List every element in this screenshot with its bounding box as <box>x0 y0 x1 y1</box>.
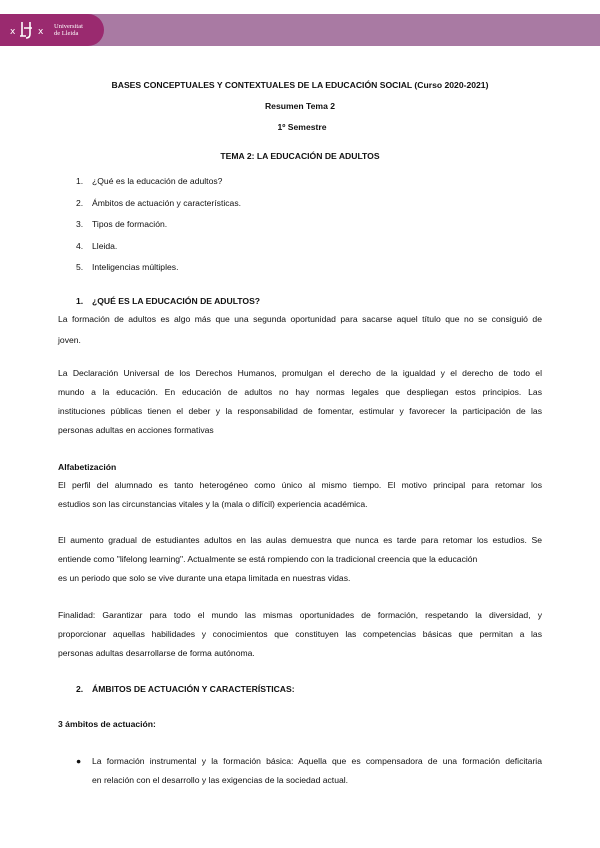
toc-label: ¿Qué es la educación de adultos? <box>92 176 223 186</box>
paragraph-line: El perfil del alumnado es tanto heterogéneo como único al mismo tiempo. El motivo principal para retomar los <box>58 480 542 490</box>
paragraph-line: instituciones públicas tienen el deber y la responsabilidad de fomentar, estimular y favorecer la participación de las <box>58 406 542 416</box>
section-number: 2. <box>76 684 84 694</box>
bullet-text: La formación instrumental y la formación básica: Aquella que es compensadora de una formación deficitaria <box>92 756 542 766</box>
university-emblem-icon <box>8 18 52 42</box>
paragraph-line: estudios son las circunstancias vitales y la (mala o difícil) experiencia académica. <box>58 499 368 509</box>
paragraph-line: proporcionar aquellas habilidades y conocimientos que constituyen las competencias básicas que permitan a las <box>58 629 542 639</box>
alfabetizacion-heading: Alfabetización <box>58 462 117 472</box>
toc-label: Inteligencias múltiples. <box>92 262 179 272</box>
toc-number: 2. <box>76 197 84 208</box>
document-title: BASES CONCEPTUALES Y CONTEXTUALES DE LA EDUCACIÓN SOCIAL (Curso 2020-2021) <box>111 80 489 90</box>
topic-title: TEMA 2: LA EDUCACIÓN DE ADULTOS <box>220 151 380 161</box>
logo-line-2: de Lleida <box>54 30 79 37</box>
paragraph-line: mundo a la educación. En educación de adultos no hay normas legales que despliegan estos principios. Las <box>58 387 542 397</box>
paragraph-line: La Declaración Universal de los Derechos Humanos, promulgan el derecho de la igualdad y el derecho de todo el <box>58 368 542 378</box>
header-band <box>0 14 600 46</box>
toc-number: 1. <box>76 176 84 186</box>
bullet-icon: ● <box>76 756 82 766</box>
toc-number: 3. <box>76 219 84 229</box>
paragraph-line: joven. <box>58 335 81 345</box>
paragraph-line: entiende como "lifelong learning". Actualmente se está rompiendo con la tradicional creencia que la educación <box>58 554 478 564</box>
toc-label: Lleida. <box>92 240 118 251</box>
ambitos-intro: 3 ámbitos de actuación: <box>58 719 156 729</box>
bullet-text: en relación con el desarrollo y las exigencias de la sociedad actual. <box>92 775 349 785</box>
logo-line-1: Universitat <box>54 23 83 30</box>
section-title: ÁMBITOS DE ACTUACIÓN Y CARACTERÍSTICAS: <box>92 684 295 694</box>
svg-text:x: x <box>10 27 16 37</box>
toc-number: 4. <box>76 240 84 251</box>
paragraph-line: El aumento gradual de estudiantes adultos en las aulas demuestra que nunca es tarde para retomar los estudios. Se <box>58 535 542 545</box>
semester-label: 1º Semestre <box>277 122 327 132</box>
summary-title: Resumen Tema 2 <box>264 101 336 111</box>
section-title: ¿QUÉ ES LA EDUCACIÓN DE ADULTOS? <box>92 296 261 306</box>
paragraph-line: es un periodo que solo se vive durante una etapa limitada en nuestras vidas. <box>58 573 351 583</box>
toc-number: 5. <box>76 262 84 272</box>
paragraph-line: Finalidad: Garantizar para todo el mundo las mismas oportunidades de formación, respetando la diversidad, y <box>58 610 542 620</box>
paragraph-line: personas adultas desarrollarse de forma autónoma. <box>58 648 255 658</box>
section-number: 1. <box>76 296 84 306</box>
svg-text:x: x <box>38 27 44 37</box>
university-logo <box>0 14 104 46</box>
paragraph-line: personas adultas en acciones formativas <box>58 425 214 435</box>
toc-label: Tipos de formación. <box>92 219 168 229</box>
logo-text <box>54 23 83 37</box>
paragraph-line: La formación de adultos es algo más que una segunda oportunidad para sacarse aquel título que no se consiguió de <box>58 314 542 324</box>
toc-label: Ámbitos de actuación y características. <box>92 197 242 208</box>
